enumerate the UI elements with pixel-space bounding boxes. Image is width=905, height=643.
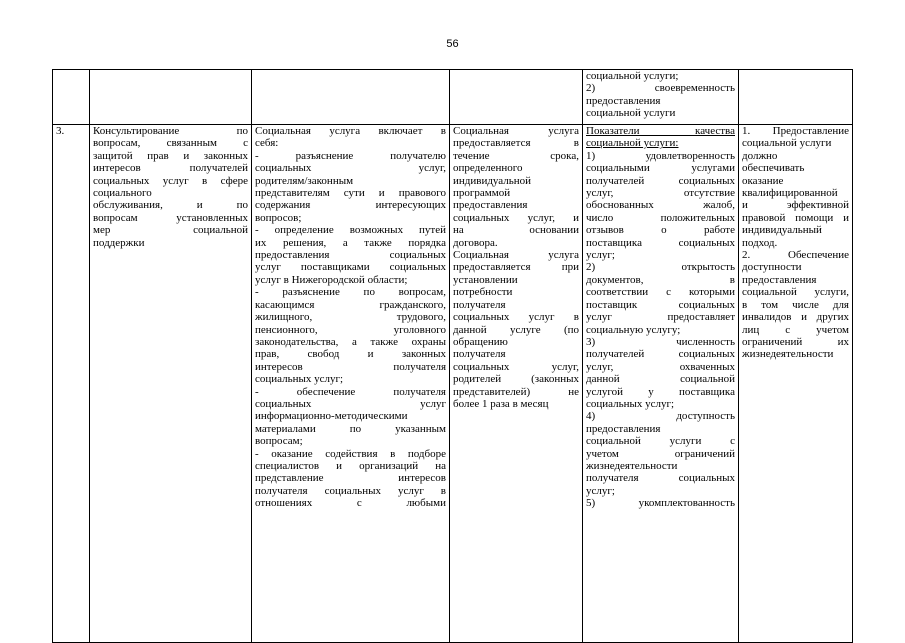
text-line: 3) численность bbox=[586, 335, 735, 348]
cell-num-empty bbox=[53, 70, 90, 125]
page-number: 56 bbox=[446, 38, 459, 50]
text-line: получателей социальных bbox=[586, 174, 735, 187]
text-line: обращению bbox=[453, 335, 508, 348]
text-line: социальными услугами bbox=[586, 162, 735, 175]
cell-service-name bbox=[90, 125, 252, 643]
text-line: жизнедеятельности bbox=[586, 459, 678, 472]
text-line: социальных услуг; bbox=[255, 373, 344, 386]
text-line: соответствии с которыми bbox=[586, 286, 735, 299]
text-line: социальной услуги, bbox=[742, 286, 849, 299]
text-line: социальной услуги: bbox=[586, 137, 679, 150]
cell-description-empty bbox=[252, 70, 450, 125]
text-line: интересов получателей bbox=[93, 162, 248, 175]
text-line: потребности bbox=[453, 286, 513, 299]
text-line: 2) своевременность bbox=[586, 82, 735, 95]
text-line: в том числе для bbox=[742, 298, 849, 311]
cell-terms-empty bbox=[450, 70, 583, 125]
text-line: число положительных bbox=[586, 211, 735, 224]
text-line: обеспечивать bbox=[742, 162, 805, 175]
text-line: содержания интересующих bbox=[255, 199, 446, 212]
text-line: отзывов о работе bbox=[586, 224, 735, 237]
table-row-3 bbox=[53, 125, 853, 643]
text-line: 5) укомплектованность bbox=[586, 497, 735, 510]
cell-conditions-empty bbox=[739, 70, 853, 125]
text-line: получателя социальных услуг в bbox=[255, 484, 446, 497]
text-line: предоставления bbox=[453, 199, 528, 212]
text-line: - оказание содействия в подборе bbox=[255, 447, 446, 460]
text-line: вопросов; bbox=[255, 211, 302, 224]
text-line: материалами по указанным bbox=[255, 422, 446, 435]
text-line: предоставления bbox=[586, 94, 661, 107]
text-line: установлении bbox=[453, 273, 518, 286]
text-line: жизнедеятельности bbox=[742, 348, 834, 361]
text-line: специалистов и организаций на bbox=[255, 459, 446, 472]
cell-quality-indicators bbox=[583, 125, 739, 643]
text-line: инвалидов и других bbox=[742, 311, 849, 324]
cell-quality-indicators bbox=[583, 70, 739, 125]
text-line: социальных услуг; bbox=[586, 397, 675, 410]
text-line: предоставляется при bbox=[453, 261, 579, 274]
text-line: социальных услуг, и bbox=[453, 211, 579, 224]
text-line: услуг, отсутствие bbox=[586, 187, 735, 200]
text-line: вопросам установленных bbox=[93, 211, 248, 224]
text-line: услугой у поставщика bbox=[586, 385, 735, 398]
text-line: жилищного, трудового, bbox=[255, 311, 446, 324]
text-line: получателя bbox=[453, 298, 506, 311]
table-row-continuation bbox=[53, 70, 853, 125]
text-line: 4) доступность bbox=[586, 410, 735, 423]
text-line: Социальная услуга включает в bbox=[255, 125, 446, 137]
text-line: услуг поставщиками социальных bbox=[255, 261, 446, 274]
text-line: социальных услуг в сфере bbox=[93, 174, 248, 187]
text-line: их решения, а также порядка bbox=[255, 236, 446, 249]
text-line: информационно-методическими bbox=[255, 410, 408, 423]
text-line: квалифицированной bbox=[742, 187, 838, 200]
text-line: предоставления bbox=[742, 273, 817, 286]
text-line: Социальная услуга bbox=[453, 125, 579, 137]
text-line: интересов получателя bbox=[255, 360, 446, 373]
text-line: представителей) не bbox=[453, 385, 579, 398]
text-line: поддержки bbox=[93, 236, 145, 249]
text-line: 1) удовлетворенность bbox=[586, 149, 735, 162]
services-table bbox=[52, 69, 853, 643]
text-line: учетом ограничений bbox=[586, 447, 735, 460]
text-line: подход. bbox=[742, 236, 778, 249]
text-line: правовой помощи и bbox=[742, 211, 849, 224]
text-line: социального bbox=[93, 187, 152, 200]
text-line: услуг; bbox=[586, 249, 615, 262]
text-line: течение срока, bbox=[453, 149, 579, 162]
text-line: документов, в bbox=[586, 273, 735, 286]
text-line: вопросам; bbox=[255, 435, 303, 448]
cell-service-conditions bbox=[739, 125, 853, 643]
text-line: законодательства, а также охраны bbox=[255, 335, 446, 348]
text-line: получателей социальных bbox=[586, 348, 735, 361]
text-line: услуг в Нижегородской области; bbox=[255, 273, 408, 286]
text-line: более 1 раза в месяц bbox=[453, 397, 549, 410]
text-line: 1. Предоставление bbox=[742, 125, 849, 137]
text-line: и эффективной bbox=[742, 199, 849, 212]
text-line: себя: bbox=[255, 137, 279, 150]
text-line: мер социальной bbox=[93, 224, 248, 237]
text-line: на основании bbox=[453, 224, 579, 237]
text-line: данной услуге (по bbox=[453, 323, 579, 336]
text-line: прав, свобод и законных bbox=[255, 348, 446, 361]
text-line: социальных услуг, bbox=[453, 360, 579, 373]
text-line: 2. Обеспечение bbox=[742, 249, 849, 262]
text-line: социальной услуги с bbox=[586, 435, 735, 448]
text-line: индивидуальной bbox=[453, 174, 532, 187]
text-line: получателя социальных bbox=[586, 472, 735, 485]
text-line: представителям сути и правового bbox=[255, 187, 446, 200]
row-number: 3. bbox=[56, 125, 65, 137]
text-line: предоставляется в bbox=[453, 137, 579, 150]
text-line: - разъяснение по вопросам, bbox=[255, 286, 446, 299]
text-line: защитой прав и законных bbox=[93, 149, 248, 162]
text-line: получателя bbox=[453, 348, 506, 361]
text-line: ограничений их bbox=[742, 335, 849, 348]
text-line: социальной услуги; bbox=[586, 70, 679, 82]
text-line: - обеспечение получателя bbox=[255, 385, 446, 398]
text-line: обслуживания, и по bbox=[93, 199, 248, 212]
text-line: Консультирование по bbox=[93, 125, 248, 137]
text-line: Показатели качества bbox=[586, 125, 735, 137]
text-line: 2) открытость bbox=[586, 261, 735, 274]
text-line: обоснованных жалоб, bbox=[586, 199, 735, 212]
text-line: - определение возможных путей bbox=[255, 224, 446, 237]
text-line: должно bbox=[742, 149, 778, 162]
text-line: - разъяснение получателю bbox=[255, 149, 446, 162]
text-line: программой bbox=[453, 187, 511, 200]
text-line: социальных услуг, bbox=[255, 162, 446, 175]
text-line: родителей (законных bbox=[453, 373, 579, 386]
text-line: социальной услуги bbox=[742, 137, 832, 150]
text-line: социальных услуг bbox=[255, 397, 446, 410]
text-line: определенного bbox=[453, 162, 523, 175]
cell-service-terms bbox=[450, 125, 583, 643]
text-line: предоставления социальных bbox=[255, 249, 446, 262]
text-line: предоставления bbox=[586, 422, 661, 435]
text-line: социальной услуги bbox=[586, 107, 676, 120]
text-line: договора. bbox=[453, 236, 498, 249]
text-line: родителям/законным bbox=[255, 174, 354, 187]
cell-service-description bbox=[252, 125, 450, 643]
text-line: поставщика социальных bbox=[586, 236, 735, 249]
text-line: представление интересов bbox=[255, 472, 446, 485]
text-line: услуг; bbox=[586, 484, 615, 497]
text-line: данной социальной bbox=[586, 373, 735, 386]
text-line: услуг, охваченных bbox=[586, 360, 735, 373]
text-line: вопросам, связанным с bbox=[93, 137, 248, 150]
cell-service-empty bbox=[90, 70, 252, 125]
text-line: социальную услугу; bbox=[586, 323, 681, 336]
text-line: услуг предоставляет bbox=[586, 311, 735, 324]
text-line: индивидуальный bbox=[742, 224, 822, 237]
text-line: поставщик социальных bbox=[586, 298, 735, 311]
text-line: оказание bbox=[742, 174, 784, 187]
text-line: Социальная услуга bbox=[453, 249, 579, 262]
cell-row-number bbox=[53, 125, 90, 643]
text-line: касающимся гражданского, bbox=[255, 298, 446, 311]
text-line: отношениях с любыми bbox=[255, 497, 446, 510]
text-line: доступности bbox=[742, 261, 802, 274]
text-line: лиц с учетом bbox=[742, 323, 849, 336]
text-line: пенсионного, уголовного bbox=[255, 323, 446, 336]
text-line: социальных услуг в bbox=[453, 311, 579, 324]
